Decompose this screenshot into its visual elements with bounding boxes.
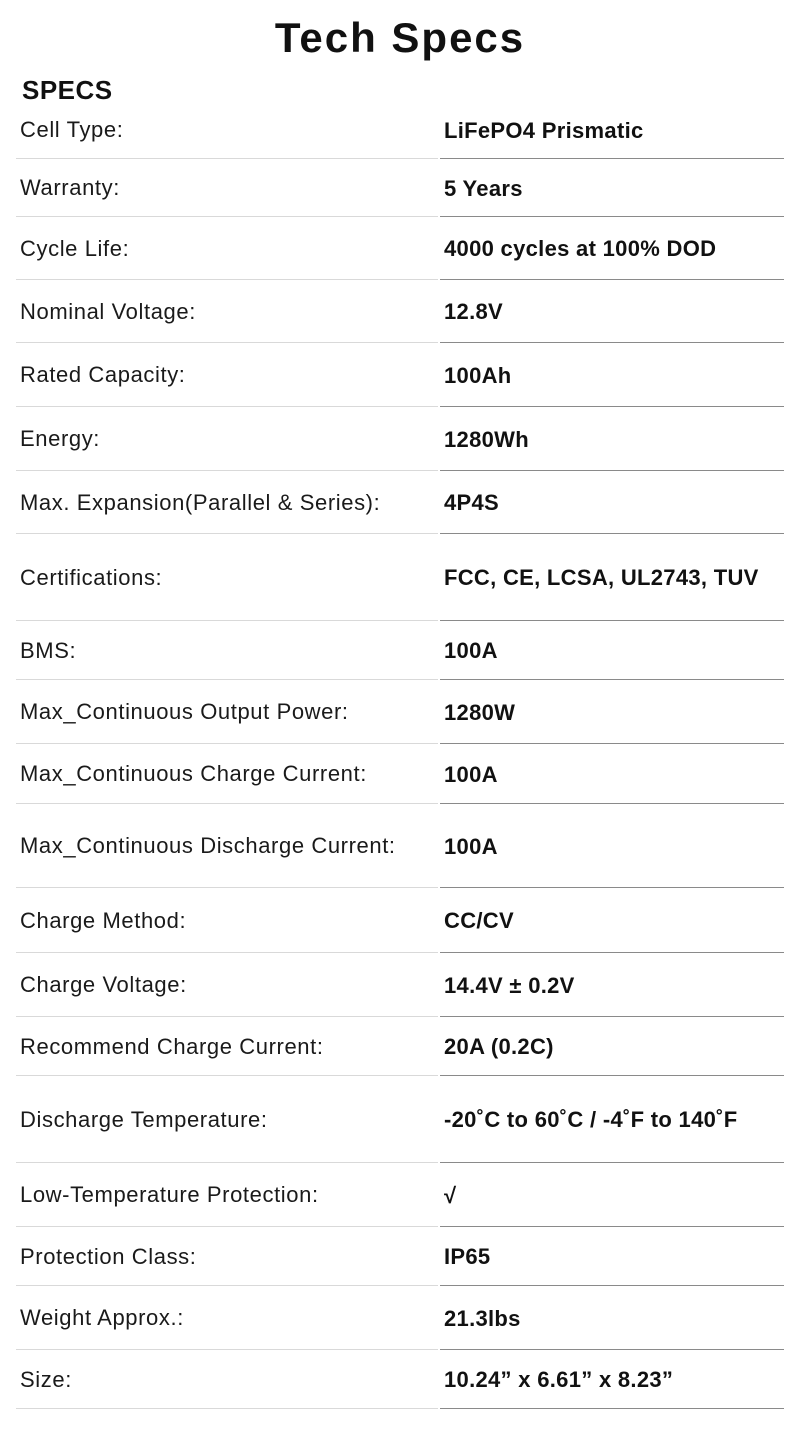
spec-label: Max. Expansion(Parallel & Series):	[20, 489, 381, 515]
page-title: Tech Specs	[274, 14, 526, 61]
spec-row-max-expansion	[16, 471, 784, 534]
spec-label: Nominal Voltage:	[20, 298, 196, 324]
spec-value: 21.3lbs	[444, 1305, 521, 1331]
spec-label: Max_Continuous Output Power:	[20, 699, 349, 724]
spec-row-cycle-life	[16, 217, 784, 280]
spec-row-bms	[16, 621, 784, 680]
spec-value: 4P4S	[444, 490, 500, 515]
spec-label: Size:	[20, 1366, 72, 1392]
spec-value: FCC, CE, LCSA, UL2743, TUV	[444, 565, 759, 590]
spec-label: Certifications:	[20, 564, 163, 590]
spec-row-discharge-temperature	[16, 1076, 784, 1163]
spec-label: Recommend Charge Current:	[20, 1033, 324, 1059]
spec-label: Warranty:	[20, 175, 120, 200]
spec-label: BMS:	[20, 637, 77, 663]
spec-value: LiFePO4 Prismatic	[444, 117, 644, 143]
spec-row-recommend-charge	[16, 1017, 784, 1076]
spec-row-size	[16, 1350, 784, 1409]
spec-value: 12.8V	[444, 299, 503, 324]
spec-value: 4000 cycles at 100% DOD	[444, 236, 717, 261]
spec-label: Max_Continuous Charge Current:	[20, 761, 367, 786]
spec-value: 100A	[444, 833, 498, 859]
spec-value: 10.24” x 6.61” x 8.23”	[444, 1367, 674, 1392]
spec-label: Cycle Life:	[20, 235, 130, 261]
spec-value: 5 Years	[444, 175, 523, 201]
spec-label: Charge Voltage:	[20, 972, 187, 997]
spec-row-certifications	[16, 534, 784, 621]
spec-table	[16, 101, 784, 1409]
spec-label: Charge Method:	[20, 907, 187, 933]
spec-value: 100A	[444, 638, 498, 663]
spec-value: 14.4V ± 0.2V	[444, 972, 575, 998]
spec-row-charge-method	[16, 888, 784, 953]
spec-row-charge-current	[16, 744, 784, 804]
spec-label: Discharge Temperature:	[20, 1106, 268, 1132]
spec-value: 100Ah	[444, 362, 512, 388]
spec-value: 1280Wh	[444, 426, 529, 452]
section-heading: SPECS	[22, 75, 113, 105]
spec-label: Protection Class:	[20, 1243, 197, 1269]
spec-value: √	[444, 1182, 457, 1208]
spec-row-output-power	[16, 680, 784, 744]
spec-value: 100A	[444, 761, 498, 787]
spec-label: Max_Continuous Discharge Current:	[20, 833, 396, 858]
spec-row-weight	[16, 1286, 784, 1350]
spec-row-charge-voltage	[16, 953, 784, 1017]
spec-row-low-temp-protection	[16, 1163, 784, 1227]
spec-value: 1280W	[444, 699, 516, 725]
spec-label: Low-Temperature Protection:	[20, 1182, 319, 1207]
spec-label: Weight Approx.:	[20, 1305, 184, 1330]
spec-label: Rated Capacity:	[20, 362, 186, 387]
spec-value: 20A (0.2C)	[444, 1034, 554, 1059]
spec-row-warranty	[16, 159, 784, 217]
spec-label: Cell Type:	[20, 117, 124, 142]
spec-row-protection-class	[16, 1227, 784, 1286]
spec-row-nominal-voltage	[16, 280, 784, 343]
spec-value: -20˚C to 60˚C / -4˚F to 140˚F	[444, 1107, 738, 1132]
spec-value: IP65	[444, 1244, 491, 1269]
spec-row-discharge-current	[16, 804, 784, 888]
spec-row-energy	[16, 407, 784, 471]
spec-value: CC/CV	[444, 908, 514, 933]
spec-row-rated-capacity	[16, 343, 784, 407]
spec-label: Energy:	[20, 426, 101, 451]
spec-row-cell-type	[16, 101, 784, 159]
